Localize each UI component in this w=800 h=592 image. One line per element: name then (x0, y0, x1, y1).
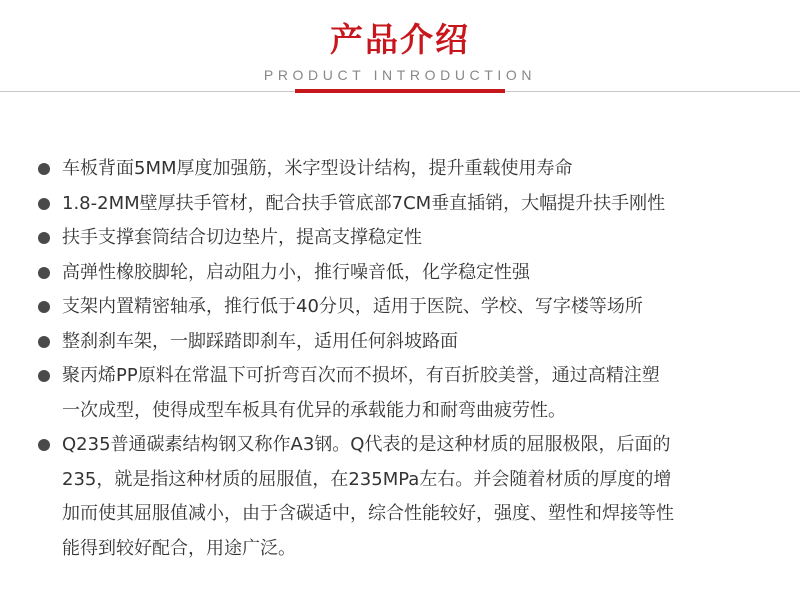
feature-text: 车板背面5MM厚度加强筋，米字型设计结构，提升重载使用寿命 (62, 158, 573, 179)
feature-item (0, 359, 800, 428)
bullet-icon (38, 163, 50, 175)
bullet-icon (38, 439, 50, 451)
bullet-icon (38, 336, 50, 348)
feature-item (0, 152, 800, 187)
feature-text: 支架内置精密轴承，推行低于40分贝，适用于医院、学校、写字楼等场所 (62, 296, 643, 317)
feature-text: 高弹性橡胶脚轮，启动阻力小，推行噪音低，化学稳定性强 (62, 261, 530, 283)
feature-item (0, 428, 800, 566)
feature-text: 235，就是指这种材质的屈服值，在235MPa左右。并会随着材质的厚度的增 (62, 468, 672, 490)
section-header (0, 0, 800, 100)
bullet-icon (38, 198, 50, 210)
bullet-icon (38, 370, 50, 382)
bullet-icon (38, 301, 50, 313)
feature-text: Q235普通碳素结构钢又称作A3钢。Q代表的是这种材质的屈服极限，后面的 (62, 434, 671, 455)
feature-list (0, 152, 800, 566)
feature-item (0, 290, 800, 325)
header-accent-bar (295, 89, 505, 93)
section-subtitle: PRODUCT INTRODUCTION (263, 67, 537, 83)
feature-text: 1.8-2MM壁厚扶手管材，配合扶手管底部7CM垂直插销，大幅提升扶手刚性 (62, 192, 666, 214)
feature-item (0, 187, 800, 222)
feature-text: 一次成型，使得成型车板具有优异的承载能力和耐弯曲疲劳性。 (62, 399, 566, 421)
bullet-icon (38, 232, 50, 244)
feature-text: 加而使其屈服值减小，由于含碳适中，综合性能较好，强度、塑性和焊接等性 (62, 503, 674, 524)
feature-item (0, 221, 800, 256)
feature-text: 聚丙烯PP原料在常温下可折弯百次而不损坏，有百折胶美誉，通过高精注塑 (62, 365, 660, 386)
feature-text: 扶手支撑套筒结合切边垫片，提高支撑稳定性 (62, 227, 422, 248)
feature-text: 整刹刹车架，一脚踩踏即刹车，适用任何斜坡路面 (62, 330, 458, 352)
section-title: 产品介绍 (330, 20, 470, 59)
feature-item (0, 256, 800, 291)
feature-item (0, 325, 800, 360)
bullet-icon (38, 267, 50, 279)
feature-text: 能得到较好配合，用途广泛。 (62, 537, 296, 559)
